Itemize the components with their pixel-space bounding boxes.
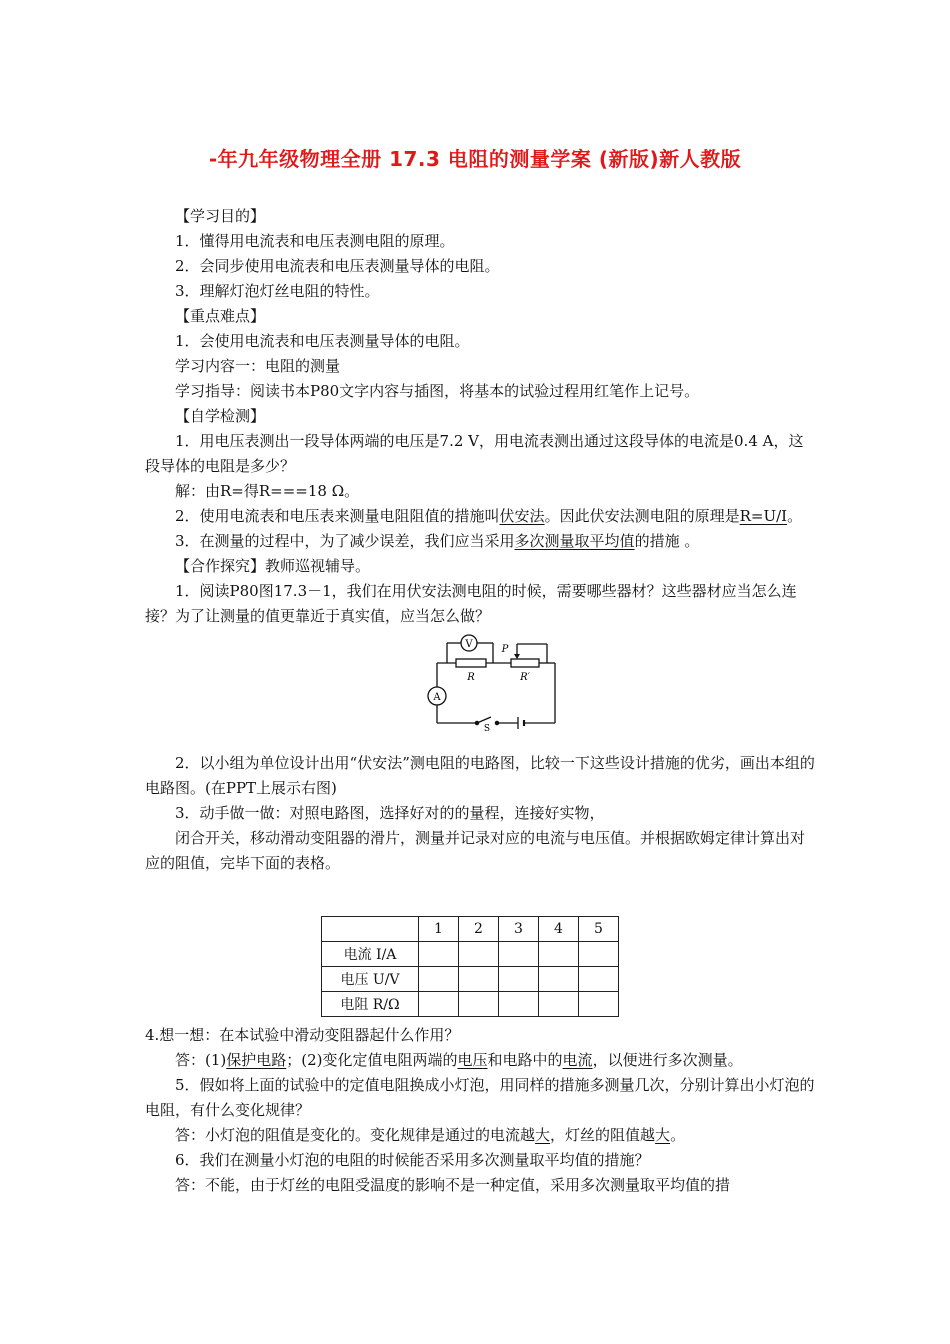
- key-point-item: 1．会使用电流表和电压表测量导体的电阻。: [175, 332, 470, 350]
- table-cell: [499, 992, 539, 1017]
- table-cell: [419, 967, 459, 992]
- q3-text: 的措施 。: [634, 532, 700, 550]
- explore-answer-5: [145, 1123, 815, 1148]
- a5-text: 。: [670, 1126, 686, 1144]
- table-cell: [419, 942, 459, 967]
- table-cell: [459, 942, 499, 967]
- key-points-heading: 【重点难点】: [175, 307, 266, 325]
- table-header-cell: 2: [459, 917, 499, 942]
- q2-text: 。: [787, 507, 803, 525]
- a5-answer-2: 大: [655, 1126, 671, 1144]
- switch-pivot: [475, 721, 478, 724]
- table-cell: [499, 967, 539, 992]
- table-header-cell: 4: [539, 917, 579, 942]
- objective-item: 3．理解灯泡灯丝电阻的特性。: [175, 282, 380, 300]
- rheostat: [511, 659, 539, 667]
- explore-question-4: 4.想一想：在本试验中滑动变阻器起什么作用？: [145, 1026, 460, 1044]
- row-label-voltage: 电压 U/V: [322, 967, 419, 992]
- switch-label: S: [483, 724, 491, 731]
- table-cell: [539, 992, 579, 1017]
- objectives-heading: 【学习目的】: [175, 207, 266, 225]
- switch-contact: [495, 721, 498, 724]
- ammeter-label: A: [433, 692, 441, 703]
- resistor: [456, 659, 486, 667]
- a4-answer-current: 电流: [562, 1051, 593, 1069]
- a4-text: ；(2)变化定值电阻两端的: [286, 1051, 458, 1069]
- explore-question-1: 1．阅读P80图17.3－1，我们在用伏安法测电阻的时候，需要哪些器材？这些器材应当怎么连接？为了让测量的值更靠近于真实值，应当怎么做？: [145, 582, 797, 625]
- a4-answer-voltage: 电压: [457, 1051, 488, 1069]
- switch-blade: [477, 717, 491, 723]
- self-check-question-2: [145, 504, 815, 529]
- q2-text: 2．使用电流表和电压表来测量电阻阻值的措施叫: [175, 507, 500, 525]
- voltmeter-label: V: [465, 639, 473, 650]
- table-cell: [579, 942, 619, 967]
- q3-text: 3．在测量的过程中，为了减少误差，我们应当采用: [175, 532, 515, 550]
- explore-answer-6: 答：不能，由于灯丝的电阻受温度的影响不是一种定值，采用多次测量取平均值的措: [175, 1176, 731, 1194]
- explore-question-3: 3．动手做一做：对照电路图，选择好对的的量程，连接好实物，: [175, 804, 605, 822]
- q2-answer-method: 伏安法: [499, 507, 545, 525]
- self-check-heading: 【自学检测】: [175, 407, 266, 425]
- table-cell: [459, 967, 499, 992]
- table-header-cell: 1: [419, 917, 459, 942]
- table-cell: [459, 992, 499, 1017]
- measurement-table-wrapper: [321, 916, 815, 1017]
- table-cell: [579, 992, 619, 1017]
- slider-label: P: [501, 644, 509, 655]
- rheostat-label: R′: [520, 672, 530, 683]
- table-row: [322, 992, 619, 1017]
- page-title: -年九年级物理全册 17.3 电阻的测量学案 (新版)新人教版: [208, 147, 742, 171]
- content-line: 学习内容一：电阻的测量: [175, 357, 341, 375]
- q3-answer: 多次测量取平均值: [514, 532, 635, 550]
- table-header-cell: 3: [499, 917, 539, 942]
- table-row: [322, 942, 619, 967]
- measurement-table: [321, 916, 619, 1017]
- a5-text: 答：小灯泡的阻值是变化的。变化规律是通过的电流越: [175, 1126, 536, 1144]
- q2-answer-formula: R=U/I: [739, 507, 788, 525]
- self-check-question-3: [145, 529, 815, 554]
- a4-text: ，以便进行多次测量。: [592, 1051, 743, 1069]
- self-check-question-1: 1．用电压表测出一段导体两端的电压是7.2 V，用电流表测出通过这段导体的电流是0.4 A，这段导体的电阻是多少？: [145, 432, 804, 475]
- table-cell: [579, 967, 619, 992]
- table-cell: [539, 942, 579, 967]
- objective-item: 2．会同步使用电流表和电压表测量导体的电阻。: [175, 257, 500, 275]
- slider-arrow: [514, 654, 520, 659]
- a4-text: 答：(1): [175, 1051, 227, 1069]
- resistor-label: R: [467, 672, 475, 683]
- explore-question-3-cont: 闭合开关，移动滑动变阻器的滑片，测量并记录对应的电流与电压值。并根据欧姆定律计算出对应的阻值，完毕下面的表格。: [145, 829, 806, 872]
- explore-question-5: 5．假如将上面的试验中的定值电阻换成小灯泡，用同样的措施多测量几次，分别计算出小灯泡的电阻，有什么变化规律？: [145, 1076, 815, 1119]
- table-header-row: [322, 917, 619, 942]
- explore-question-2: 2．以小组为单位设计出用“伏安法”测电阻的电路图，比较一下这些设计措施的优劣，画出本组的电路图。(在PPT上展示右图): [145, 754, 815, 797]
- explore-heading: 【合作探究】教师巡视辅导。: [175, 557, 371, 575]
- a5-answer-1: 大: [535, 1126, 551, 1144]
- table-cell: [419, 992, 459, 1017]
- explore-answer-4: [145, 1048, 815, 1073]
- row-label-current: 电流 I/A: [322, 942, 419, 967]
- table-header-cell: 5: [579, 917, 619, 942]
- table-row: [322, 967, 619, 992]
- table-header-cell: [322, 917, 419, 942]
- q2-text: 。因此伏安法测电阻的原理是: [544, 507, 740, 525]
- table-cell: [499, 942, 539, 967]
- a5-text: ，灯丝的阻值越: [550, 1126, 656, 1144]
- a4-text: 和电路中的: [487, 1051, 563, 1069]
- objective-item: 1．懂得用电流表和电压表测电阻的原理。: [175, 232, 455, 250]
- self-check-answer-1: 解：由R=得R===18 Ω。: [175, 482, 360, 500]
- document-body: [145, 204, 815, 1198]
- explore-question-6: 6．我们在测量小灯泡的电阻的时候能否采用多次测量取平均值的措施？: [175, 1151, 650, 1169]
- a4-answer-protect: 保护电路: [226, 1051, 287, 1069]
- table-cell: [539, 967, 579, 992]
- circuit-diagram: [419, 633, 565, 731]
- guide-line: 学习指导：阅读书本P80文字内容与插图，将基本的试验过程用红笔作上记号。: [175, 382, 700, 400]
- row-label-resistance: 电阻 R/Ω: [322, 992, 419, 1017]
